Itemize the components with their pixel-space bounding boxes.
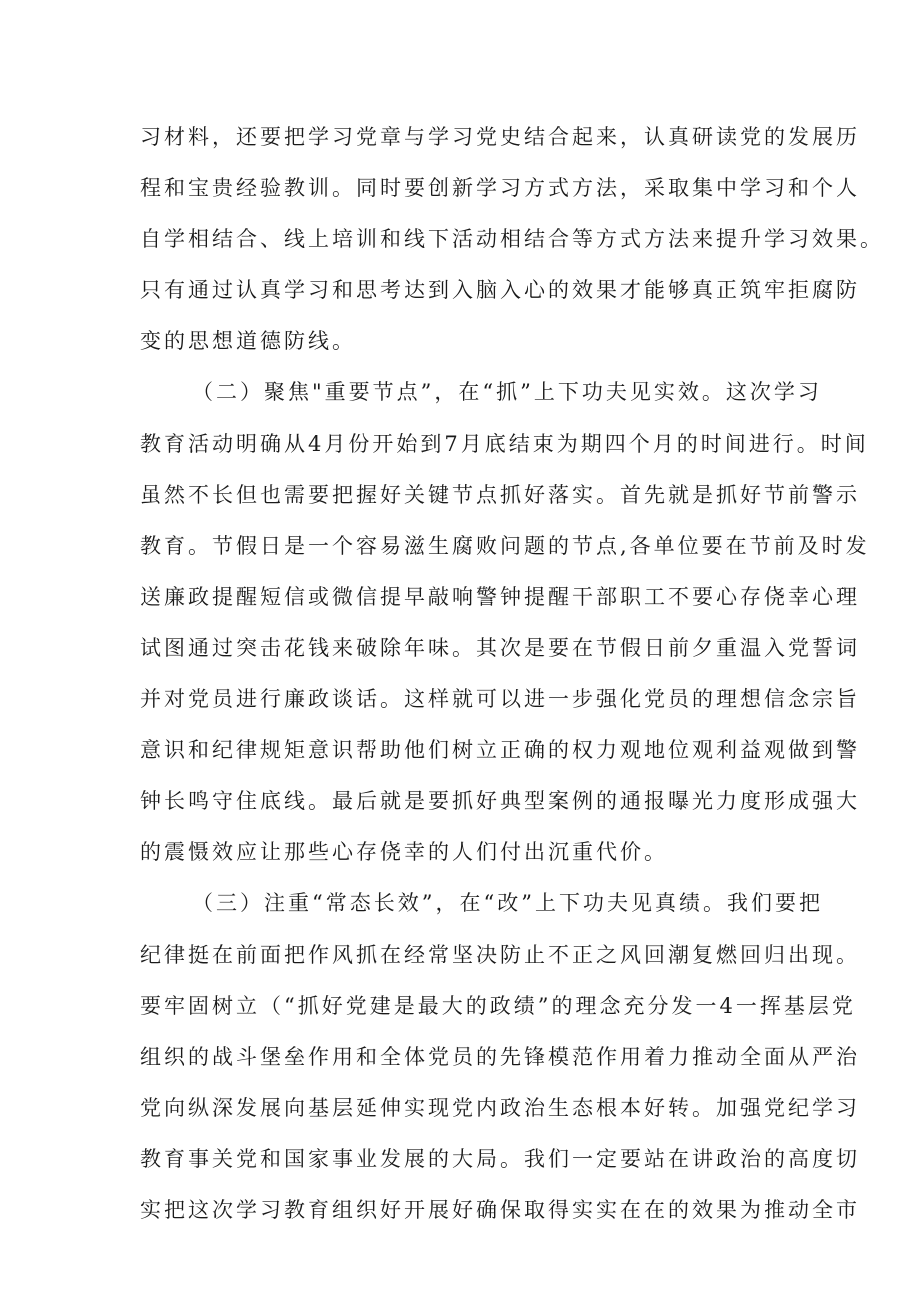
paragraph-line: 组织的战斗堡垒作用和全体党员的先锋模范作用着力推动全面从严治	[140, 1044, 860, 1069]
section-heading-line: （二）聚焦"重要节点”，在“抓”上下功夫见实效。这次学习	[192, 380, 822, 405]
paragraph-line: 习材料，还要把学习党章与学习党史结合起来，认真研读党的发展历	[140, 125, 860, 149]
paragraph-line: 教育。节假日是一个容易滋生腐败问题的节点,各单位要在节前及时发	[140, 533, 870, 558]
paragraph-line: 教育事关党和国家事业发展的大局。我们一定要站在讲政治的高度切	[140, 1146, 860, 1171]
paragraph-line: 程和宝贵经验教训。同时要创新学习方式方法，采取集中学习和个人	[140, 176, 860, 201]
paragraph-line: 党向纵深发展向基层延伸实现党内政治生态根本好转。加强党纪学习	[140, 1095, 860, 1120]
document-body	[140, 112, 884, 1236]
paragraph-line: 教育活动明确从4月份开始到7月底结束为期四个月的时间进行。时间	[140, 431, 869, 456]
paragraph-line: 只有通过认真学习和思考达到入脑入心的效果才能够真正筑牢拒腐防	[140, 278, 860, 303]
paragraph-line: 意识和纪律规矩意识帮助他们树立正确的权力观地位观利益观做到警	[140, 738, 860, 763]
paragraph-line: 的震慑效应让那些心存侥幸的人们付出沉重代价。	[140, 840, 668, 865]
paragraph-line: 并对党员进行廉政谈话。这样就可以进一步强化党员的理想信念宗旨	[140, 687, 860, 712]
paragraph-line: 纪律挺在前面把作风抓在经常坚决防止不正之风回潮复燃回归出现。	[140, 942, 860, 967]
section-heading-line: （三）注重“常态长效”，在“改”上下功夫见真绩。我们要把	[192, 891, 823, 916]
paragraph-line: 要牢固树立（“抓好党建是最大的政绩”的理念充分发一4一挥基层党	[140, 993, 856, 1018]
paragraph-line: 变的思想道德防线。	[140, 329, 356, 354]
paragraph-line: 自学相结合、线上培训和线下活动相结合等方式方法来提升学习效果。	[140, 227, 884, 252]
paragraph-line: 虽然不长但也需要把握好关键节点抓好落实。首先就是抓好节前警示	[140, 482, 860, 507]
paragraph-line: 送廉政提醒短信或微信提早敲响警钟提醒干部职工不要心存侥幸心理	[140, 584, 860, 609]
paragraph-line: 实把这次学习教育组织好开展好确保取得实实在在的效果为推动全市	[140, 1197, 860, 1222]
paragraph-line: 试图通过突击花钱来破除年味。其次是要在节假日前夕重温入党誓词	[140, 635, 860, 660]
paragraph-line: 钟长鸣守住底线。最后就是要抓好典型案例的通报曝光力度形成强大	[140, 789, 860, 814]
